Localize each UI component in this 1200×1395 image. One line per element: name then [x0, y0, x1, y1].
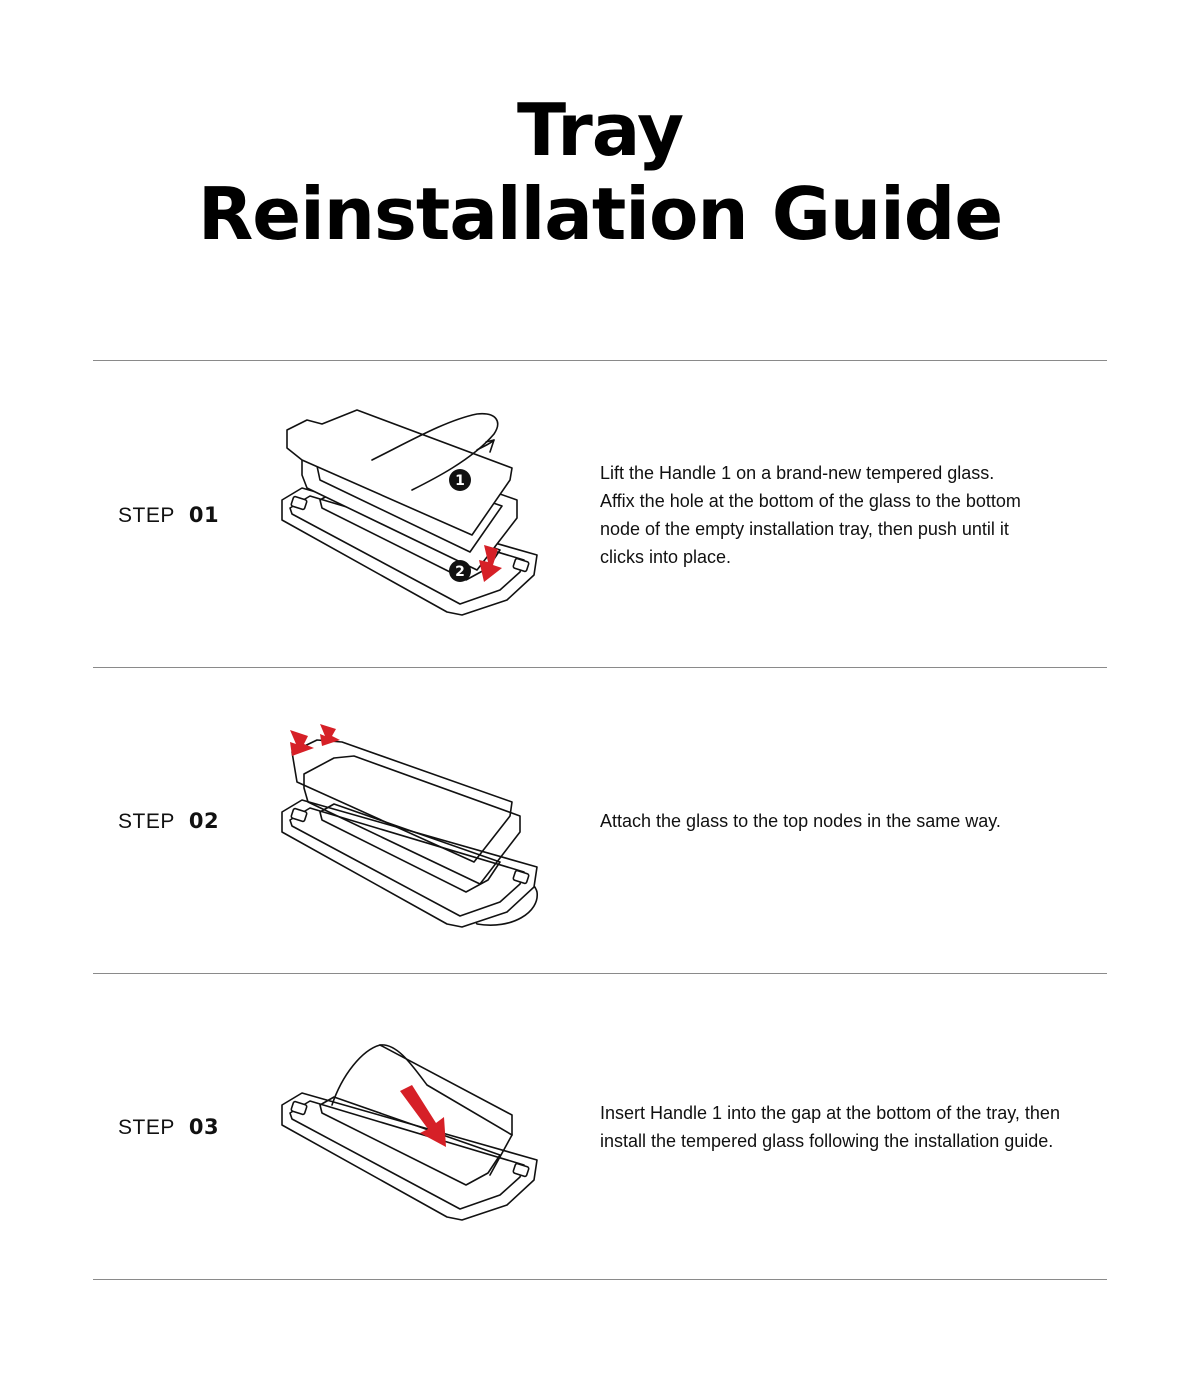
- marker-1: 1: [455, 473, 465, 489]
- divider: [93, 360, 1107, 361]
- step-label: [118, 809, 219, 834]
- desc-line: Affix the hole at the bottom of the glass to the bottom: [600, 491, 1021, 511]
- step-number: 01: [188, 503, 220, 527]
- step-number: 03: [188, 1115, 220, 1139]
- divider: [93, 973, 1107, 974]
- step-02-illustration: [262, 712, 562, 942]
- page-title: [0, 88, 1200, 256]
- step-label: [118, 1115, 219, 1140]
- divider: [93, 1279, 1107, 1280]
- step-label: [118, 503, 219, 528]
- step-number: 02: [188, 809, 220, 833]
- red-arrow-icon: [320, 724, 340, 746]
- title-line-1: Tray: [516, 88, 683, 172]
- desc-line: Attach the glass to the top nodes in the same way.: [600, 811, 1001, 831]
- step-01-description: [600, 459, 1120, 571]
- desc-line: clicks into place.: [600, 547, 732, 567]
- step-01-illustration: [262, 400, 562, 630]
- step-word: STEP: [118, 504, 175, 527]
- step-03-description: [600, 1099, 1120, 1155]
- step-03-illustration: [262, 1025, 562, 1255]
- marker-2: 2: [455, 564, 465, 580]
- divider: [93, 667, 1107, 668]
- step-02-description: [600, 807, 1120, 835]
- desc-line: node of the empty installation tray, then push until it: [600, 519, 1009, 539]
- step-word: STEP: [118, 1116, 175, 1139]
- title-line-2: Reinstallation Guide: [197, 172, 1003, 256]
- desc-line: Lift the Handle 1 on a brand-new tempered glass.: [600, 463, 995, 483]
- desc-line: Insert Handle 1 into the gap at the bottom of the tray, then: [600, 1103, 1060, 1123]
- step-word: STEP: [118, 810, 175, 833]
- desc-line: install the tempered glass following the installation guide.: [600, 1131, 1054, 1151]
